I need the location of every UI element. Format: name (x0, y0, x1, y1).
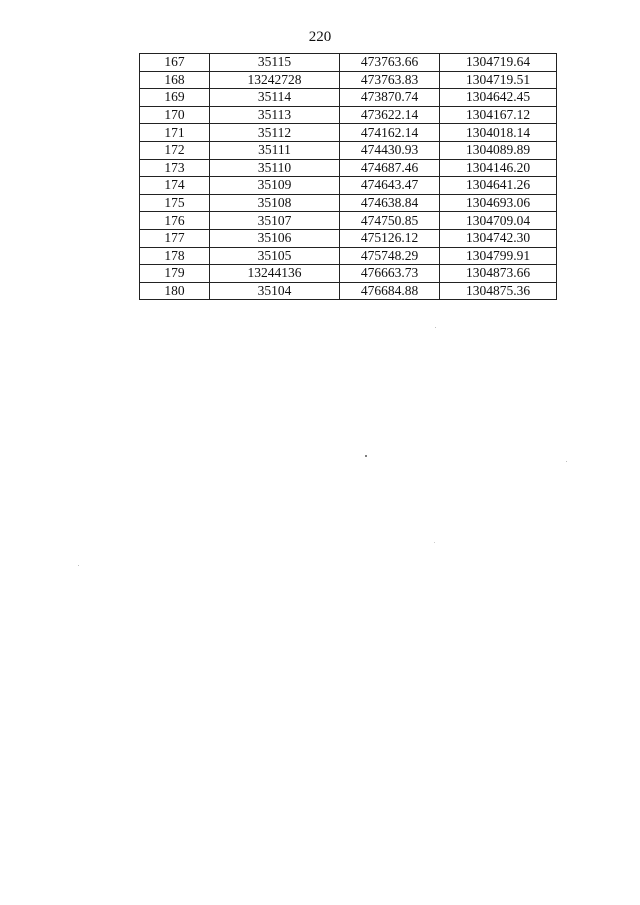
point-number-cell: 177 (140, 229, 210, 247)
point-id-cell: 35111 (210, 141, 340, 159)
x-coordinate-cell: 473763.66 (340, 54, 440, 72)
point-number-cell: 172 (140, 141, 210, 159)
point-number-cell: 175 (140, 194, 210, 212)
y-coordinate-cell: 1304018.14 (440, 124, 557, 142)
table-row (140, 194, 557, 212)
scan-speck (566, 461, 567, 462)
point-number-cell: 171 (140, 124, 210, 142)
table-row (140, 54, 557, 72)
scan-speck (434, 542, 435, 543)
table-row (140, 89, 557, 107)
y-coordinate-cell: 1304089.89 (440, 141, 557, 159)
y-coordinate-cell: 1304693.06 (440, 194, 557, 212)
point-id-cell: 35113 (210, 106, 340, 124)
scan-speck (365, 455, 367, 457)
x-coordinate-cell: 474162.14 (340, 124, 440, 142)
y-coordinate-cell: 1304875.36 (440, 282, 557, 300)
point-id-cell: 13242728 (210, 71, 340, 89)
point-id-cell: 35109 (210, 177, 340, 195)
point-number-cell: 173 (140, 159, 210, 177)
point-number-cell: 178 (140, 247, 210, 265)
table-row (140, 141, 557, 159)
y-coordinate-cell: 1304719.51 (440, 71, 557, 89)
point-id-cell: 35105 (210, 247, 340, 265)
x-coordinate-cell: 473870.74 (340, 89, 440, 107)
x-coordinate-cell: 475748.29 (340, 247, 440, 265)
y-coordinate-cell: 1304641.26 (440, 177, 557, 195)
y-coordinate-cell: 1304709.04 (440, 212, 557, 230)
x-coordinate-cell: 473622.14 (340, 106, 440, 124)
point-number-cell: 169 (140, 89, 210, 107)
x-coordinate-cell: 474638.84 (340, 194, 440, 212)
point-number-cell: 167 (140, 54, 210, 72)
coordinates-table (139, 53, 557, 300)
point-number-cell: 168 (140, 71, 210, 89)
y-coordinate-cell: 1304719.64 (440, 54, 557, 72)
point-id-cell: 13244136 (210, 265, 340, 283)
point-id-cell: 35114 (210, 89, 340, 107)
x-coordinate-cell: 474430.93 (340, 141, 440, 159)
table-row (140, 124, 557, 142)
x-coordinate-cell: 475126.12 (340, 229, 440, 247)
point-number-cell: 174 (140, 177, 210, 195)
x-coordinate-cell: 474750.85 (340, 212, 440, 230)
table-row (140, 159, 557, 177)
x-coordinate-cell: 476663.73 (340, 265, 440, 283)
y-coordinate-cell: 1304146.20 (440, 159, 557, 177)
x-coordinate-cell: 474687.46 (340, 159, 440, 177)
table-row (140, 177, 557, 195)
y-coordinate-cell: 1304742.30 (440, 229, 557, 247)
point-number-cell: 170 (140, 106, 210, 124)
y-coordinate-cell: 1304167.12 (440, 106, 557, 124)
point-number-cell: 176 (140, 212, 210, 230)
scan-speck (435, 327, 436, 328)
y-coordinate-cell: 1304799.91 (440, 247, 557, 265)
x-coordinate-cell: 474643.47 (340, 177, 440, 195)
table-row (140, 212, 557, 230)
table-row (140, 247, 557, 265)
scan-speck (78, 565, 79, 566)
point-id-cell: 35115 (210, 54, 340, 72)
y-coordinate-cell: 1304642.45 (440, 89, 557, 107)
x-coordinate-cell: 476684.88 (340, 282, 440, 300)
point-id-cell: 35110 (210, 159, 340, 177)
x-coordinate-cell: 473763.83 (340, 71, 440, 89)
table-row (140, 106, 557, 124)
point-id-cell: 35107 (210, 212, 340, 230)
point-id-cell: 35106 (210, 229, 340, 247)
page-number: 220 (308, 29, 332, 45)
coordinates-table-body (140, 54, 557, 300)
point-number-cell: 179 (140, 265, 210, 283)
table-row (140, 265, 557, 283)
point-id-cell: 35104 (210, 282, 340, 300)
table-row (140, 282, 557, 300)
table-row (140, 229, 557, 247)
point-number-cell: 180 (140, 282, 210, 300)
point-id-cell: 35108 (210, 194, 340, 212)
y-coordinate-cell: 1304873.66 (440, 265, 557, 283)
table-row (140, 71, 557, 89)
point-id-cell: 35112 (210, 124, 340, 142)
